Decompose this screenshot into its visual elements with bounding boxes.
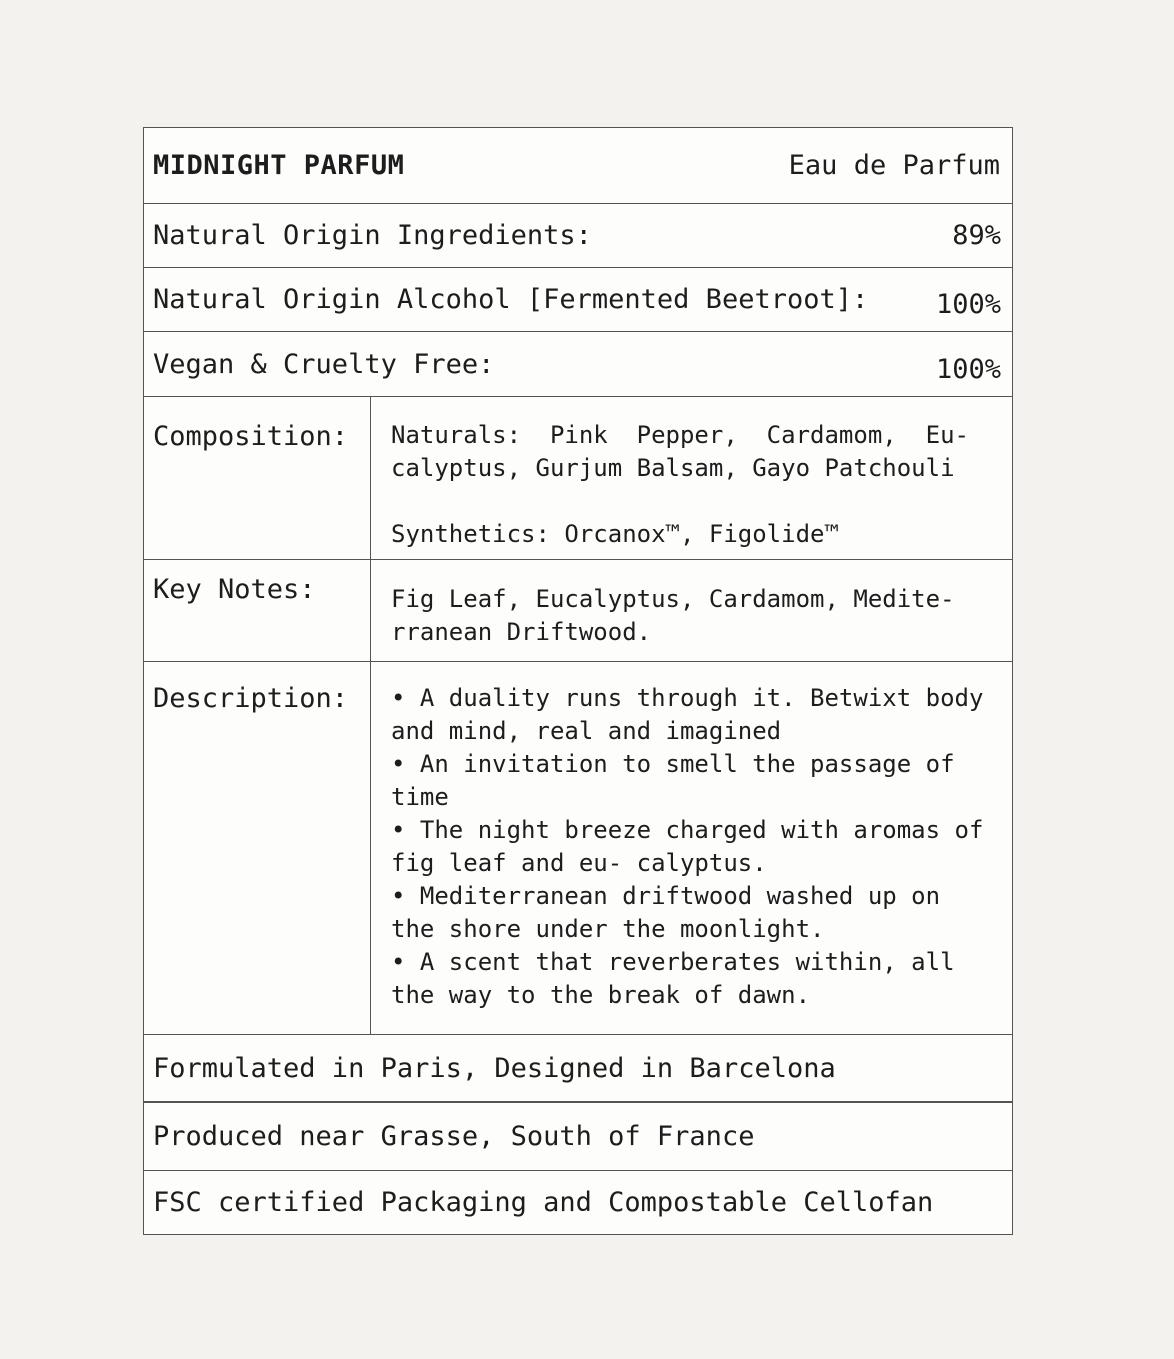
key-notes-row bbox=[144, 559, 1012, 661]
perfume-spec-label bbox=[143, 127, 1013, 1235]
stat-label: Vegan & Cruelty Free: bbox=[153, 348, 495, 380]
key-notes-content bbox=[370, 560, 1012, 661]
stat-row-vegan-cruelty-free bbox=[144, 331, 1012, 396]
footer-row-packaging bbox=[144, 1170, 1012, 1234]
stat-row-natural-origin-ingredients bbox=[144, 203, 1012, 267]
key-notes-label: Key Notes: bbox=[153, 574, 316, 605]
composition-row bbox=[144, 396, 1012, 559]
naturals-paragraph: Naturals: Pink Pepper, Cardamom, Eu- calyptus, Gurjum Balsam, Gayo Patchouli bbox=[391, 421, 969, 482]
stat-value: 100% bbox=[935, 353, 1001, 385]
composition-label: Composition: bbox=[153, 421, 349, 452]
footer-row-produced bbox=[144, 1101, 1012, 1170]
stat-value: 89% bbox=[952, 220, 1001, 251]
description-row bbox=[144, 661, 1012, 1034]
stat-label: Natural Origin Alcohol [Fermented Beetroot]: bbox=[153, 284, 869, 315]
footer-text: Formulated in Paris, Designed in Barcelona bbox=[153, 1052, 836, 1084]
description-bullets: • A duality runs through it. Betwixt body and mind, real and imagined • An invitation to smell the passage of time • The night breeze charged with aromas of fig leaf and eu- calyptus. • Mediterranean driftwood washed up on the shore under the moonlight. • A scent that reverberates within, all the way to the break of dawn. bbox=[391, 684, 984, 1009]
stat-label: Natural Origin Ingredients: bbox=[153, 220, 592, 251]
composition-content bbox=[370, 397, 1012, 559]
stat-value: 100% bbox=[935, 289, 1001, 320]
key-notes-paragraph: Fig Leaf, Eucalyptus, Cardamom, Medite- rranean Driftwood. bbox=[391, 585, 955, 646]
description-label: Description: bbox=[153, 683, 349, 714]
footer-text: Produced near Grasse, South of France bbox=[153, 1121, 755, 1152]
footer-text: FSC certified Packaging and Compostable Cellofan bbox=[153, 1187, 934, 1218]
synthetics-paragraph: Synthetics: Orcanox™, Figolide™ bbox=[391, 520, 839, 548]
stat-row-natural-origin-alcohol bbox=[144, 267, 1012, 331]
title-row bbox=[144, 128, 1012, 203]
description-content bbox=[370, 662, 1012, 1034]
product-name: MIDNIGHT PARFUM bbox=[153, 150, 405, 181]
footer-row-formulated bbox=[144, 1034, 1012, 1101]
product-type: Eau de Parfum bbox=[788, 150, 1000, 181]
